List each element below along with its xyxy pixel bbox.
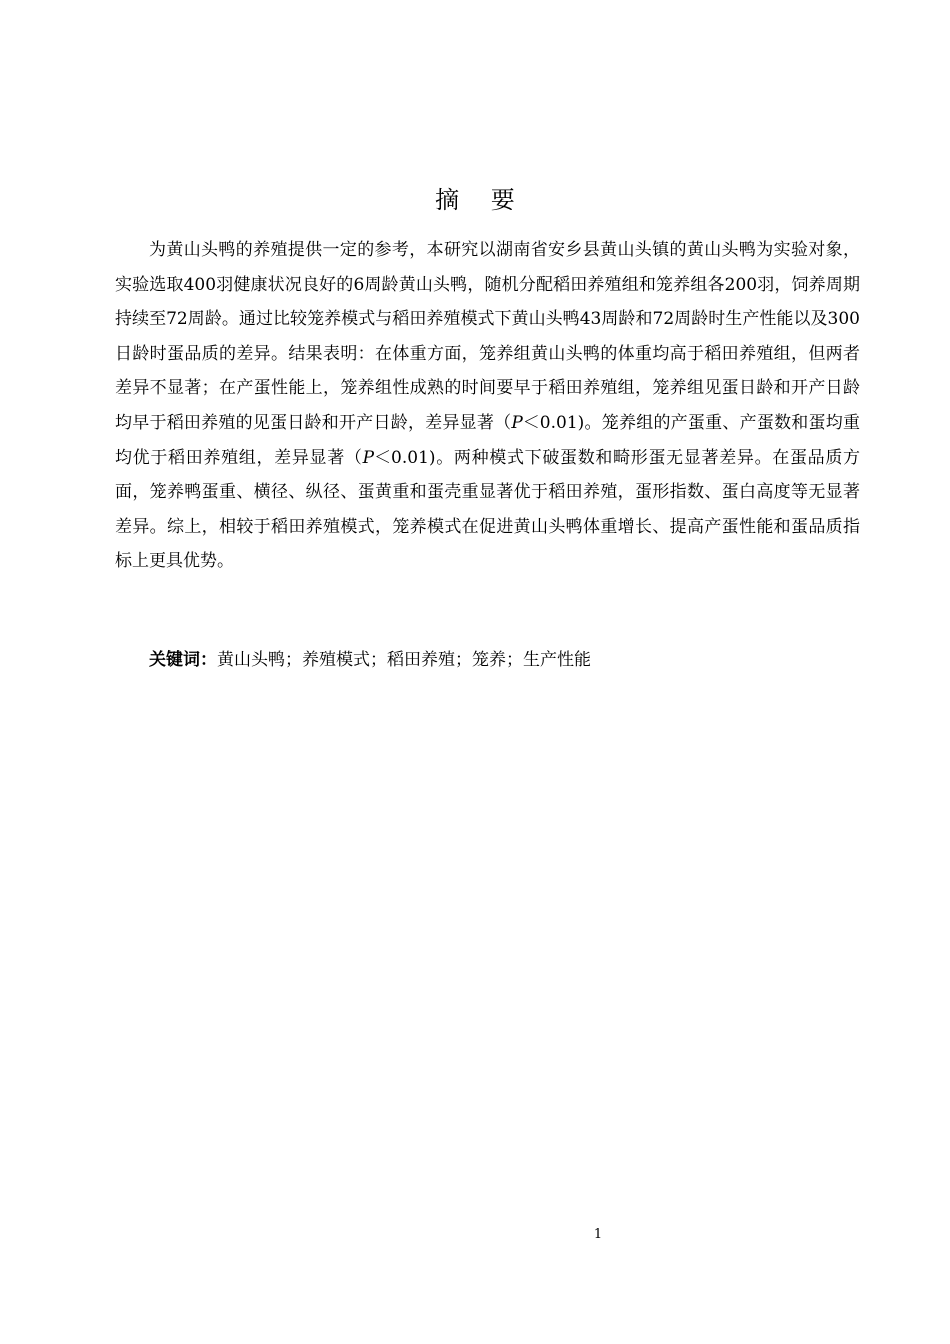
keywords-line — [149, 643, 860, 677]
keywords-label: 关键词： — [149, 650, 217, 670]
keywords-text: 黄山头鸭；养殖模式；稻田养殖；笼养；生产性能 — [217, 650, 591, 670]
abstract-title: 摘 要 — [435, 186, 527, 214]
abstract-text-part-1: 为黄山头鸭的养殖提供一定的参考，本研究以湖南省安乡县黄山头镇的黄山头鸭为实验对象，实验选取400羽健康状况良好的6周龄黄山头鸭，随机分配稻田养殖组和笼养组各200羽，饲养周期持续至72周龄。通过比较笼养模式与稻田养殖模式下黄山头鸭43周龄和72周龄时生产性能以及300日龄时蛋品质的差异。结果表明：在体重方面，笼养组黄山头鸭的体重均高于稻田养殖组，但两者差异不显著；在产蛋性能上，笼养组性成熟的时间要早于稻田养殖组，笼养组见蛋日龄和开产日龄均早于稻田养殖的见蛋日龄和开产日龄，差异显著（ — [115, 240, 860, 433]
abstract-text-part-3: ＜0.01)。两种模式下破蛋数和畸形蛋无显著差异。在蛋品质方面，笼养鸭蛋重、横径、纵径、蛋黄重和蛋壳重显著优于稻田养殖，蛋形指数、蛋白高度等无显著差异。综上，相较于稻田养殖模式，笼养模式在促进黄山头鸭体重增长、提高产蛋性能和蛋品质指标上更具优势。 — [115, 447, 861, 572]
p-value-symbol-2: P — [362, 447, 375, 468]
page-number: 1 — [593, 1227, 603, 1242]
abstract-paragraph — [115, 233, 860, 579]
p-value-symbol-1: P — [511, 412, 523, 433]
abstract-text-part-2: ＜0.01)。笼养组的产蛋重、产蛋数和蛋均重均优于稻田养殖组，差异显著（ — [115, 412, 860, 468]
